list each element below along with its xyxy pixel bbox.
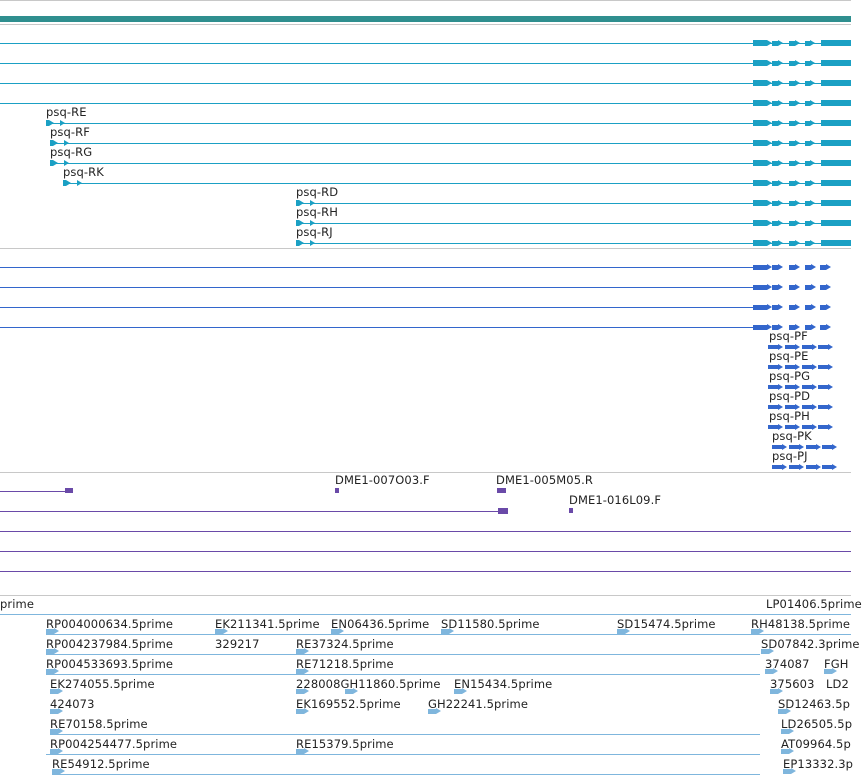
transcript-label[interactable]: psq-RF (50, 125, 90, 139)
strand-arrow (828, 344, 833, 350)
probe-block (498, 508, 508, 514)
strand-arrow (812, 344, 817, 350)
strand-arrow (810, 240, 815, 246)
exon-block (821, 140, 851, 146)
protein-line (0, 267, 760, 268)
exon-block (821, 80, 851, 86)
est-label[interactable]: RP004237984.5prime (46, 637, 174, 651)
est-label[interactable]: 329217 (215, 637, 260, 651)
protein-block (806, 465, 816, 469)
strand-arrow (826, 304, 831, 310)
strand-arrow (77, 180, 82, 186)
probe-label[interactable]: DME1-005M05.R (496, 473, 593, 487)
est-label[interactable]: EK169552.5prime (296, 697, 401, 711)
est-label[interactable]: 228008GH11860.5prime (296, 677, 441, 691)
strand-arrow (778, 220, 783, 226)
exon-block (753, 80, 767, 86)
strand-arrow (778, 140, 783, 146)
transcript-line (0, 63, 851, 64)
est-label[interactable]: SD07842.3prime (761, 637, 860, 651)
transcript-line (63, 183, 851, 184)
est-label[interactable]: RE54912.5prime (52, 757, 150, 771)
strand-arrow (810, 80, 815, 86)
protein-block (818, 385, 828, 389)
probe-line (0, 491, 70, 492)
est-label[interactable]: prime (0, 597, 35, 611)
exon-block (753, 240, 767, 246)
protein-label[interactable]: psq-PK (772, 429, 812, 443)
transcript-line (50, 143, 851, 144)
strand-arrow (810, 140, 815, 146)
strand-arrow (828, 364, 833, 370)
exon-block (821, 120, 851, 126)
transcript-label[interactable]: psq-RJ (296, 225, 333, 239)
strand-arrow (816, 464, 821, 470)
strand-arrow (778, 100, 783, 106)
protein-block (753, 285, 767, 290)
protein-block (818, 425, 828, 429)
gene-track-bar (0, 16, 851, 22)
est-label[interactable]: EK274055.5prime (50, 677, 155, 691)
strand-arrow (810, 180, 815, 186)
est-line (52, 774, 760, 775)
strand-arrow (778, 284, 783, 290)
strand-arrow (795, 200, 800, 206)
protein-line (0, 287, 760, 288)
est-label[interactable]: RE37324.5prime (296, 637, 394, 651)
est-label[interactable]: RE70158.5prime (50, 717, 148, 731)
strand-arrow (811, 264, 816, 270)
probe-block (335, 488, 339, 493)
transcript-line (0, 103, 851, 104)
exon-block (821, 180, 851, 186)
transcript-line (46, 123, 851, 124)
strand-arrow (826, 324, 831, 330)
exon-block (753, 40, 767, 46)
est-label[interactable]: LP01406.5prime (766, 597, 862, 611)
protein-line (0, 307, 760, 308)
protein-block (818, 365, 828, 369)
strand-arrow (810, 200, 815, 206)
strand-arrow (799, 464, 804, 470)
est-line (46, 674, 760, 675)
probe-block (497, 488, 506, 493)
est-line (46, 754, 760, 755)
exon-block (821, 60, 851, 66)
exon-block (821, 200, 851, 206)
strand-arrow (812, 424, 817, 430)
protein-block (753, 265, 767, 270)
probe-label[interactable]: DME1-016L09.F (569, 493, 662, 507)
strand-arrow (795, 180, 800, 186)
protein-block (772, 465, 782, 469)
strand-arrow (778, 240, 783, 246)
exon-block (821, 160, 851, 166)
exon-block (753, 120, 767, 126)
strand-arrow (778, 120, 783, 126)
probe-label[interactable]: DME1-007O03.F (335, 473, 430, 487)
est-label[interactable]: AT09964.5p (781, 737, 851, 751)
strand-arrow (810, 160, 815, 166)
exon-block (753, 220, 767, 226)
strand-arrow (810, 220, 815, 226)
est-line (46, 634, 851, 635)
strand-arrow (795, 80, 800, 86)
est-label[interactable]: 375603 (770, 677, 815, 691)
exon-block (821, 100, 851, 106)
strand-arrow (778, 264, 783, 270)
strand-arrow (795, 140, 800, 146)
strand-arrow (778, 180, 783, 186)
strand-arrow (826, 284, 831, 290)
exon-block (753, 100, 767, 106)
exon-block (753, 140, 767, 146)
strand-arrow (795, 40, 800, 46)
est-label[interactable]: SD11580.5prime (441, 617, 540, 631)
protein-block (818, 405, 828, 409)
strand-arrow (811, 284, 816, 290)
strand-arrow (811, 304, 816, 310)
track-separator (0, 248, 851, 249)
transcript-line (50, 163, 851, 164)
probe-block (569, 508, 573, 513)
strand-arrow (828, 404, 833, 410)
exon-block (821, 40, 851, 46)
protein-block (753, 325, 767, 330)
transcript-line (0, 43, 851, 44)
track-separator (0, 24, 851, 25)
exon-block (753, 180, 767, 186)
strand-arrow (810, 120, 815, 126)
strand-arrow (795, 120, 800, 126)
strand-arrow (812, 364, 817, 370)
strand-arrow (811, 324, 816, 330)
protein-label[interactable]: psq-PF (769, 329, 808, 343)
transcript-label[interactable]: psq-RK (63, 165, 104, 179)
strand-arrow (778, 160, 783, 166)
strand-arrow (810, 60, 815, 66)
strand-arrow (778, 304, 783, 310)
probe-line (0, 551, 851, 552)
strand-arrow (795, 60, 800, 66)
est-line (0, 614, 851, 615)
est-label[interactable]: LD2 (826, 677, 849, 691)
est-label[interactable]: EN06436.5prime (331, 617, 430, 631)
exon-block (753, 60, 767, 66)
exon-block (821, 220, 851, 226)
strand-arrow (832, 464, 837, 470)
probe-line (0, 571, 851, 572)
est-label[interactable]: EP13332.3p (783, 757, 854, 771)
strand-arrow (795, 240, 800, 246)
exon-block (821, 240, 851, 246)
protein-label[interactable]: psq-PD (769, 389, 811, 403)
strand-arrow (778, 40, 783, 46)
probe-line (0, 511, 505, 512)
strand-arrow (310, 240, 315, 246)
strand-arrow (812, 404, 817, 410)
transcript-label[interactable]: psq-RE (46, 105, 87, 119)
probe-block (65, 488, 73, 493)
protein-label[interactable]: psq-PG (769, 369, 811, 383)
strand-arrow (812, 384, 817, 390)
strand-arrow (778, 60, 783, 66)
strand-arrow (795, 220, 800, 226)
strand-arrow (66, 180, 71, 186)
est-label[interactable]: RP004254477.5prime (50, 737, 178, 751)
strand-arrow (828, 424, 833, 430)
est-label[interactable]: FGH (824, 657, 849, 671)
est-label[interactable]: 374087 (765, 657, 810, 671)
protein-line (0, 327, 760, 328)
est-label[interactable]: RP004533693.5prime (46, 657, 174, 671)
strand-arrow (782, 464, 787, 470)
transcript-label[interactable]: psq-RH (296, 205, 338, 219)
protein-block (818, 345, 828, 349)
est-label[interactable]: RE15379.5prime (296, 737, 394, 751)
strand-arrow (795, 160, 800, 166)
protein-label[interactable]: psq-PE (769, 349, 809, 363)
strand-arrow (810, 100, 815, 106)
protein-block (822, 465, 832, 469)
est-line (50, 734, 760, 735)
strand-arrow (795, 100, 800, 106)
strand-arrow (795, 284, 800, 290)
strand-arrow (828, 384, 833, 390)
est-label[interactable]: RP004000634.5prime (46, 617, 174, 631)
transcript-label[interactable]: psq-RG (50, 145, 93, 159)
strand-arrow (816, 444, 821, 450)
est-label[interactable]: LD26505.5p (781, 717, 853, 731)
protein-block (753, 305, 767, 310)
probe-line (0, 531, 851, 532)
track-separator (0, 595, 851, 596)
exon-block (753, 200, 767, 206)
protein-label[interactable]: psq-PH (769, 409, 810, 423)
strand-arrow (826, 264, 831, 270)
est-label[interactable]: SD12463.5p (778, 697, 851, 711)
strand-arrow (53, 160, 58, 166)
strand-arrow (299, 240, 304, 246)
protein-block (822, 445, 832, 449)
est-line (296, 654, 760, 655)
est-label[interactable]: RE71218.5prime (296, 657, 394, 671)
protein-label[interactable]: psq-PJ (772, 449, 808, 463)
protein-block (789, 465, 799, 469)
track-separator (0, 0, 851, 1)
strand-arrow (778, 80, 783, 86)
strand-arrow (778, 200, 783, 206)
est-label[interactable]: EN15434.5prime (454, 677, 553, 691)
strand-arrow (795, 264, 800, 270)
transcript-label[interactable]: psq-RD (296, 185, 339, 199)
exon-block (753, 160, 767, 166)
est-label[interactable]: EK211341.5prime (215, 617, 320, 631)
est-label[interactable]: SD15474.5prime (617, 617, 716, 631)
est-label[interactable]: 424073 (50, 697, 95, 711)
est-label[interactable]: GH22241.5prime (428, 697, 529, 711)
est-label[interactable]: RH48138.5prime (751, 617, 851, 631)
strand-arrow (832, 444, 837, 450)
strand-arrow (810, 40, 815, 46)
transcript-line (0, 83, 851, 84)
strand-arrow (795, 304, 800, 310)
